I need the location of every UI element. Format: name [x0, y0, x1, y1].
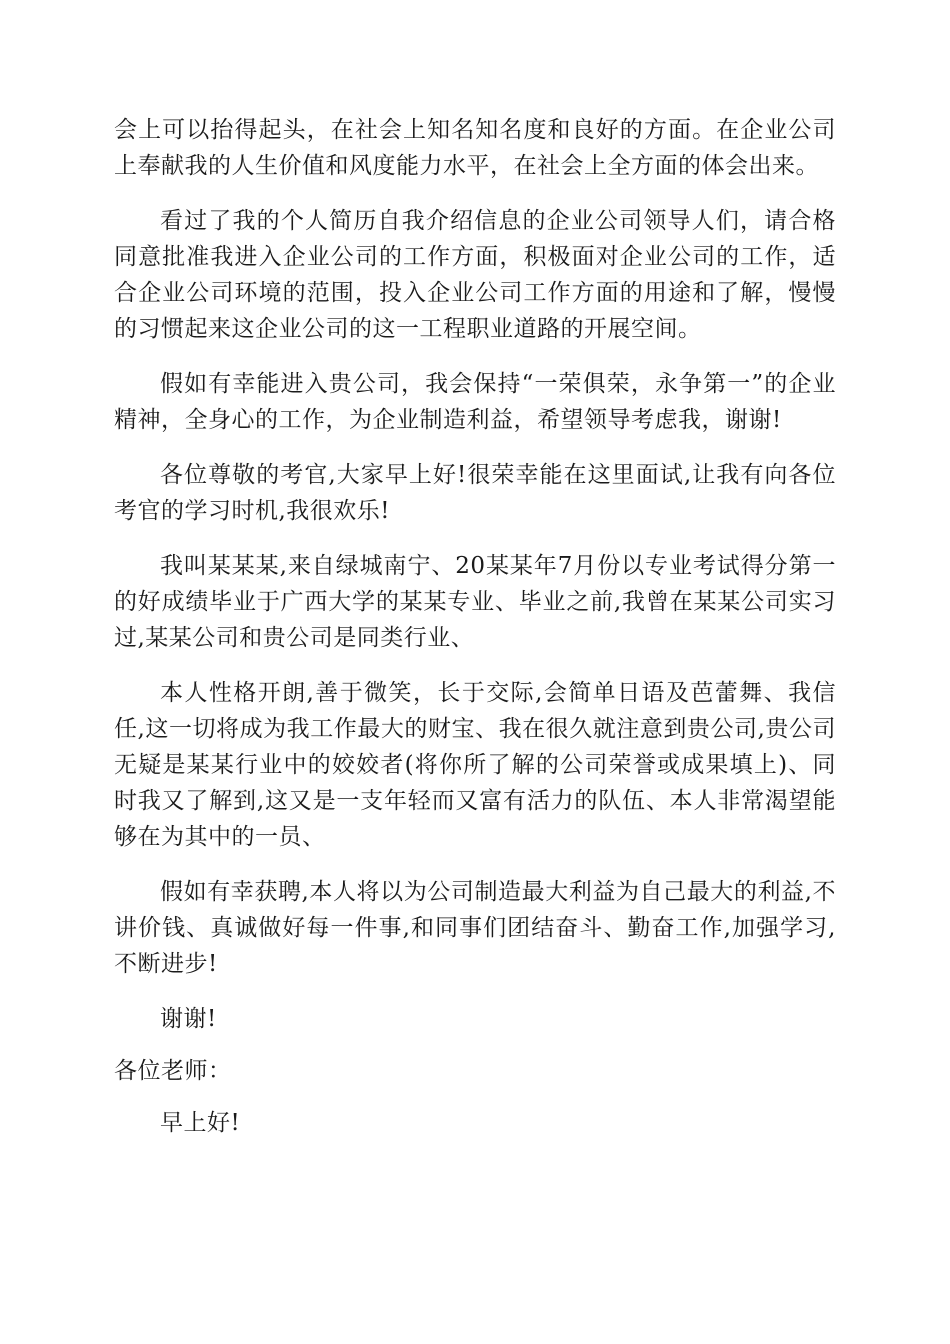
paragraph-greeting-examiners: 各位尊敬的考官,大家早上好!很荣幸能在这里面试,让我有向各位考官的学习时机,我很欢乐! — [114, 462, 836, 524]
paragraph-personality: 本人性格开朗,善于微笑，长于交际,会简单日语及芭蕾舞、我信任,这一切将成为我工作最大的财宝、我在很久就注意到贵公司,贵公司无疑是某某行业中的姣姣者(将你所了解的公司荣誉或成果填上)、同时我又了解到,这又是一支年轻而又富有活力的队伍、本人非常渴望能够在为其中的一员、 — [114, 680, 836, 850]
paragraph-salutation: 各位老师： — [114, 1058, 232, 1084]
document-body — [114, 112, 836, 1141]
paragraph-thanks: 谢谢! — [160, 1006, 217, 1032]
paragraph-continuation: 会上可以抬得起头，在社会上知名知名度和良好的方面。在企业公司上奉献我的人生价值和风度能力水平，在社会上全方面的体会出来。 — [114, 117, 836, 179]
paragraph-company-spirit: 假如有幸能进入贵公司，我会保持“一荣俱荣，永争第一”的企业精神，全身心的工作，为企业制造利益，希望领导考虑我，谢谢! — [114, 371, 836, 433]
paragraph-self-introduction: 我叫某某某,来自绿城南宁、20某某年7月份以专业考试得分第一的好成绩毕业于广西大学的某某专业、毕业之前,我曾在某某公司实习过,某某公司和贵公司是同类行业、 — [114, 553, 836, 651]
paragraph-good-morning: 早上好! — [160, 1110, 241, 1136]
paragraph-approval-request: 看过了我的个人简历自我介绍信息的企业公司领导人们，请合格同意批准我进入企业公司的工作方面，积极面对企业公司的工作，适合企业公司环境的范围，投入企业公司工作方面的用途和了解，慢慢的习惯起来这企业公司的这一工程职业道路的开展空间。 — [114, 208, 836, 342]
paragraph-commitment: 假如有幸获聘,本人将以为公司制造最大利益为自己最大的利益,不讲价钱、真诚做好每一件事,和同事们团结奋斗、勤奋工作,加强学习,不断进步! — [114, 879, 836, 977]
